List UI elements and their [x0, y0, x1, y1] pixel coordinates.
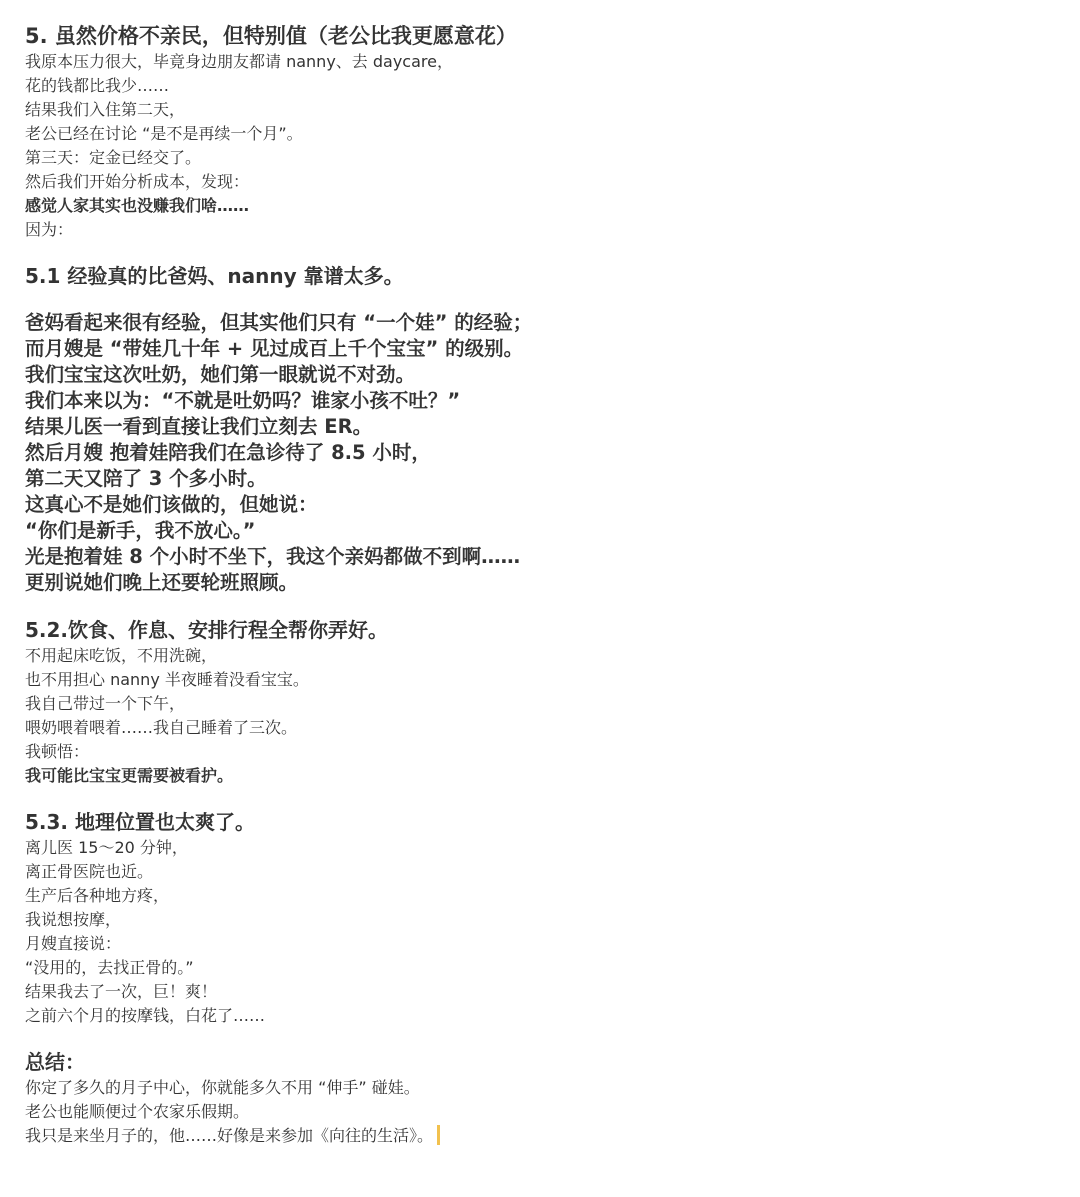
- summary-heading: 总结：: [25, 1050, 85, 1074]
- section-5-line: 老公已经在讨论 “是不是再续一个月”。: [25, 124, 303, 143]
- section-5-2-line: 喂奶喂着喂着……我自己睡着了三次。: [25, 718, 298, 737]
- section-5-2-line: 不用起床吃饭，不用洗碗，: [25, 646, 218, 665]
- section-5-2-line: 也不用担心 nanny 半夜睡着没看宝宝。: [25, 670, 309, 689]
- section-5-3-line: 之前六个月的按摩钱，白花了……: [25, 1006, 266, 1025]
- document-body[interactable]: [25, 22, 1065, 1148]
- section-5-3-line: 离儿医 15～20 分钟，: [25, 838, 188, 857]
- section-5-line: 花的钱都比我少……: [25, 76, 170, 95]
- section-5-line: 然后我们开始分析成本，发现：: [25, 172, 250, 191]
- section-5-1-line: 结果儿医一看到直接让我们立刻去 ER。: [25, 415, 373, 438]
- section-5-1-line: 我们本来以为：“不就是吐奶吗？谁家小孩不吐？”: [25, 389, 461, 412]
- section-5-3-line: 结果我去了一次，巨！爽！: [25, 982, 218, 1001]
- section-5-1-line: 光是抱着娃 8 个小时不坐下，我这个亲妈都做不到啊……: [25, 545, 521, 568]
- section-5-1-line: 我们宝宝这次吐奶，她们第一眼就说不对劲。: [25, 363, 416, 386]
- section-5-line: 结果我们入住第二天，: [25, 100, 186, 119]
- section-5-3-line: “没用的，去找正骨的。”: [25, 958, 194, 977]
- summary-last-line: [25, 1124, 1065, 1148]
- section-5-1-line: 更别说她们晚上还要轮班照顾。: [25, 571, 299, 594]
- section-5-2-heading: 5.2.饮食、作息、安排行程全帮你弄好。: [25, 618, 389, 642]
- section-5-1-line: 这真心不是她们该做的，但她说：: [25, 493, 318, 516]
- section-5-1-line: 然后月嫂 抱着娃陪我们在急诊待了 8.5 小时，: [25, 441, 431, 464]
- section-5-2-line: 我顿悟：: [25, 742, 90, 761]
- section-5-1-heading: 5.1 经验真的比爸妈、nanny 靠谱太多。: [25, 264, 404, 288]
- section-5-3-line: 月嫂直接说：: [25, 934, 122, 953]
- text-cursor: [437, 1125, 440, 1145]
- section-5-1-line: “你们是新手，我不放心。”: [25, 519, 256, 542]
- section-5-heading: 5. 虽然价格不亲民，但特别值（老公比我更愿意花）: [25, 24, 517, 48]
- spacer: [25, 1028, 1065, 1048]
- section-5-2-line: 我自己带过一个下午，: [25, 694, 186, 713]
- section-5-3-line: 生产后各种地方疼，: [25, 886, 170, 905]
- section-5-1-line: 而月嫂是 “带娃几十年 + 见过成百上千个宝宝” 的级别。: [25, 337, 524, 360]
- summary-line: 你定了多久的月子中心，你就能多久不用 “伸手” 碰娃。: [25, 1078, 420, 1097]
- section-5-3-line: 我说想按摩，: [25, 910, 122, 929]
- section-5-bold-line: 感觉人家其实也没赚我们啥……: [25, 196, 250, 215]
- section-5-1-line: 第二天又陪了 3 个多小时。: [25, 467, 267, 490]
- section-5-line: 我原本压力很大，毕竟身边朋友都请 nanny、去 daycare，: [25, 52, 453, 71]
- section-5-1-line: 爸妈看起来很有经验，但其实他们只有 “一个娃” 的经验；: [25, 311, 533, 334]
- summary-line: 老公也能顺便过个农家乐假期。: [25, 1102, 250, 1121]
- spacer: [25, 788, 1065, 808]
- spacer: [25, 290, 1065, 310]
- section-5-3-heading: 5.3. 地理位置也太爽了。: [25, 810, 255, 834]
- spacer: [25, 596, 1065, 616]
- spacer: [25, 242, 1065, 262]
- section-5-line: 第三天：定金已经交了。: [25, 148, 202, 167]
- section-5-3-line: 离正骨医院也近。: [25, 862, 154, 881]
- section-5-line: 因为：: [25, 220, 74, 239]
- summary-line-text: 我只是来坐月子的，他……好像是来参加《向往的生活》。: [25, 1126, 434, 1145]
- section-5-2-bold-line: 我可能比宝宝更需要被看护。: [25, 766, 234, 785]
